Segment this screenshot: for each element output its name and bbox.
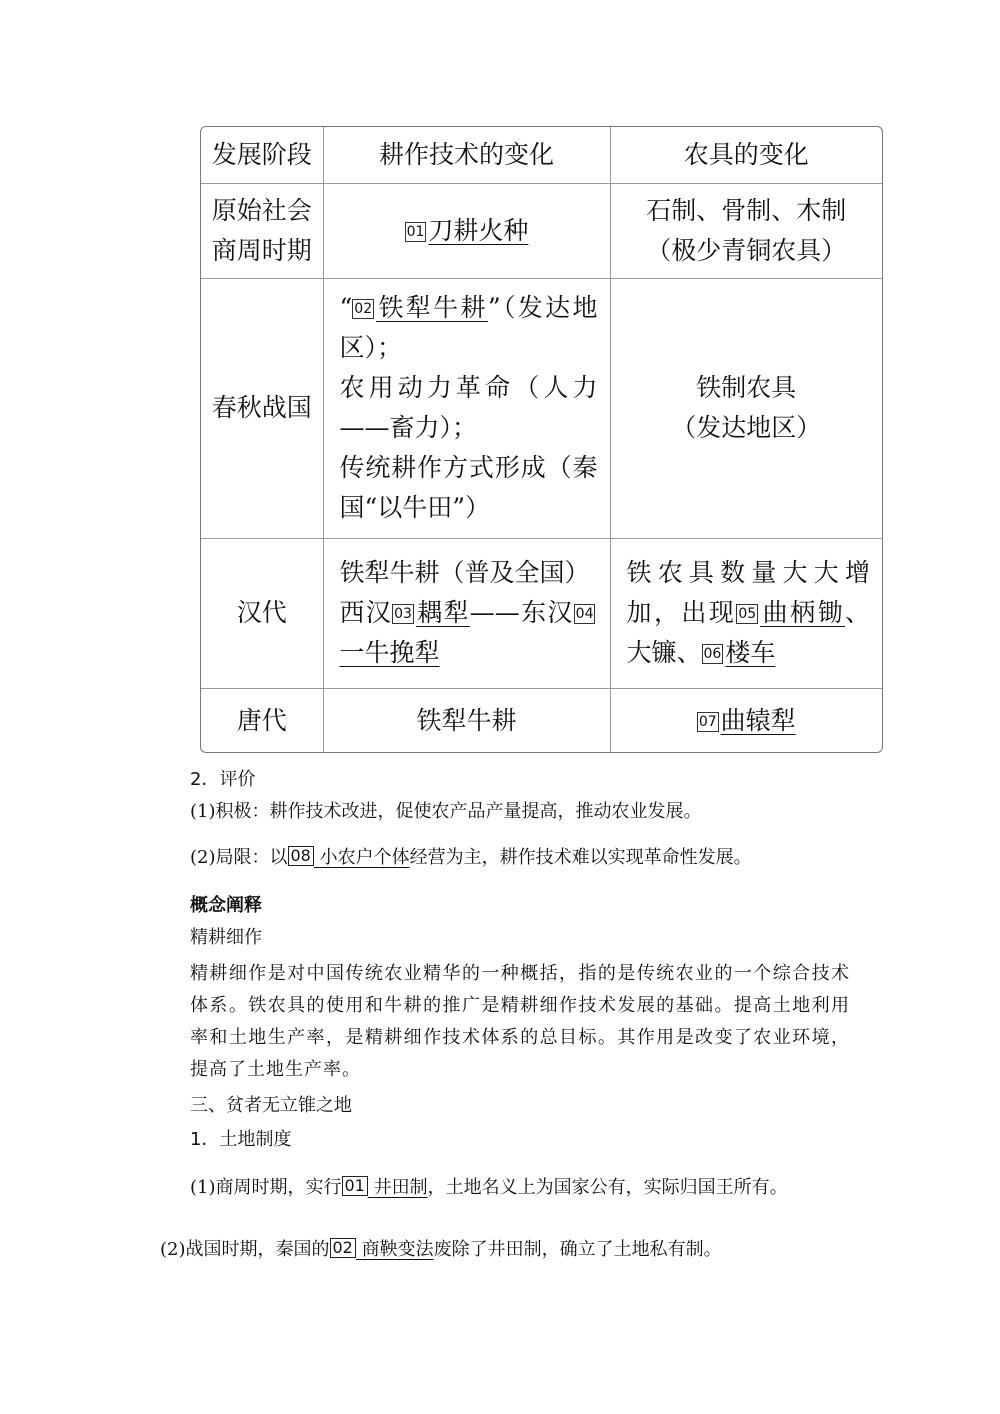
answer-blank bbox=[392, 598, 470, 627]
answer-blank bbox=[288, 847, 410, 868]
concept-body: 精耕细作是对中国传统农业精华的一种概括，指的是传统农业的一个综合技术体系。铁农具的使用和牛耕的推广是精耕细作技术发展的基础。提高土地利用率和土地生产率，是精耕细作技术体系的总目标。其作用是改变了农业环境，提高了土地生产率。 bbox=[190, 963, 850, 1080]
land-text: 废除了井田制，确立了土地私有制。 bbox=[433, 1239, 722, 1260]
tech-line: 铁犁牛耕（普及全国） bbox=[339, 558, 590, 587]
tech-line bbox=[340, 288, 598, 368]
answer-blank bbox=[736, 598, 845, 627]
table-row bbox=[201, 278, 882, 538]
blank-number-badge: 03 bbox=[394, 606, 412, 622]
tech-cell bbox=[323, 278, 610, 538]
blank-answer: 井田制 bbox=[373, 1177, 428, 1198]
stage-cell: 春秋战国 bbox=[201, 278, 323, 538]
tech-line: 农用动力革命（人力——畜力）； bbox=[339, 373, 598, 442]
eval-text: 经营为主，耕作技术难以实现革命性发展。 bbox=[409, 847, 752, 868]
blank-answer: 铁犁牛耕 bbox=[376, 293, 488, 322]
header-tools: 农具的变化 bbox=[610, 127, 882, 183]
blank-number-badge: 02 bbox=[330, 1238, 356, 1258]
tech-cell bbox=[323, 538, 610, 688]
blank-number-badge: 07 bbox=[698, 714, 717, 731]
land-text: (1)商周时期，实行 bbox=[190, 1177, 342, 1198]
tech-line: 传统耕作方式形成（秦国“以牛田”） bbox=[339, 453, 598, 522]
table-row bbox=[201, 538, 882, 688]
tools-line: （发达地区） bbox=[671, 413, 822, 442]
blank-answer: 刀耕火种 bbox=[428, 215, 529, 245]
agri-development-table bbox=[200, 126, 883, 753]
tech-text: ”（发达地区）； bbox=[339, 293, 598, 362]
stage-cell: 唐代 bbox=[201, 688, 323, 753]
eval-text: (2)局限：以 bbox=[190, 847, 288, 868]
blank-number-badge: 05 bbox=[738, 606, 757, 622]
land-para-1 bbox=[190, 1176, 788, 1200]
blank-answer: 小农户个体 bbox=[319, 847, 410, 868]
table-row bbox=[201, 183, 882, 278]
concept-heading: 概念阐释 bbox=[190, 895, 262, 916]
answer-blank bbox=[330, 1239, 434, 1260]
answer-blank bbox=[352, 293, 488, 322]
tools-line: （极少青铜农具） bbox=[646, 235, 847, 265]
stage-cell: 汉代 bbox=[201, 538, 323, 688]
blank-number-badge: 02 bbox=[354, 301, 373, 317]
tools-cell bbox=[610, 688, 882, 753]
tech-cell: 铁犁牛耕 bbox=[323, 688, 610, 753]
section-heading-eval: 2．评价 bbox=[190, 769, 256, 790]
eval-limitation bbox=[190, 846, 752, 870]
blank-number-badge: 04 bbox=[575, 606, 594, 622]
answer-blank bbox=[702, 638, 776, 667]
header-stage: 发展阶段 bbox=[201, 127, 323, 183]
land-text: (2)战国时期，秦国的 bbox=[160, 1239, 330, 1260]
header-tech: 耕作技术的变化 bbox=[323, 127, 610, 183]
blank-answer: 商鞅变法 bbox=[361, 1239, 434, 1260]
tech-cell bbox=[323, 183, 610, 278]
blank-answer: 一牛挽犁 bbox=[339, 638, 440, 667]
answer-blank bbox=[697, 706, 796, 735]
table-header-row bbox=[201, 127, 882, 183]
blank-number-badge: 01 bbox=[406, 223, 425, 240]
answer-blank bbox=[342, 1177, 428, 1198]
quote-mark: “ bbox=[339, 293, 353, 322]
tools-cell bbox=[610, 538, 882, 688]
answer-blank bbox=[405, 216, 529, 245]
blank-answer: 曲柄锄 bbox=[760, 598, 845, 627]
tech-text: 西汉 bbox=[339, 598, 393, 627]
stage-shang-zhou: 商周时期 bbox=[211, 235, 312, 265]
concept-term: 精耕细作 bbox=[190, 927, 262, 948]
stage-cell bbox=[201, 183, 323, 278]
tools-text: 铁农具数量大大增加，出现 bbox=[626, 558, 870, 627]
eval-positive: (1)积极：耕作技术改进，促使农产品产量提高，推动农业发展。 bbox=[190, 801, 702, 822]
tools-line: 铁制农具 bbox=[696, 373, 797, 402]
table-row bbox=[201, 688, 882, 753]
blank-number-badge: 08 bbox=[288, 846, 314, 866]
blank-number-badge: 01 bbox=[342, 1176, 368, 1196]
tech-line bbox=[340, 593, 598, 673]
blank-answer: 曲辕犁 bbox=[720, 706, 796, 736]
blank-answer: 耦犁 bbox=[415, 598, 470, 627]
section-heading-land: 三、贫者无立锥之地 bbox=[190, 1095, 352, 1116]
tech-text: ——东汉 bbox=[469, 598, 574, 627]
tools-cell bbox=[610, 278, 882, 538]
blank-number-badge: 06 bbox=[703, 646, 722, 662]
stage-primitive: 原始社会 bbox=[211, 195, 312, 225]
land-text: ，土地名义上为国家公有，实际归国王所有。 bbox=[427, 1177, 788, 1198]
land-para-2 bbox=[160, 1238, 722, 1262]
tools-cell bbox=[610, 183, 882, 278]
tools-line: 石制、骨制、木制 bbox=[646, 195, 847, 225]
subheading-land-system: 1．土地制度 bbox=[190, 1129, 292, 1150]
tools-text: 、大镰、 bbox=[626, 598, 870, 667]
blank-answer: 楼车 bbox=[725, 638, 776, 667]
